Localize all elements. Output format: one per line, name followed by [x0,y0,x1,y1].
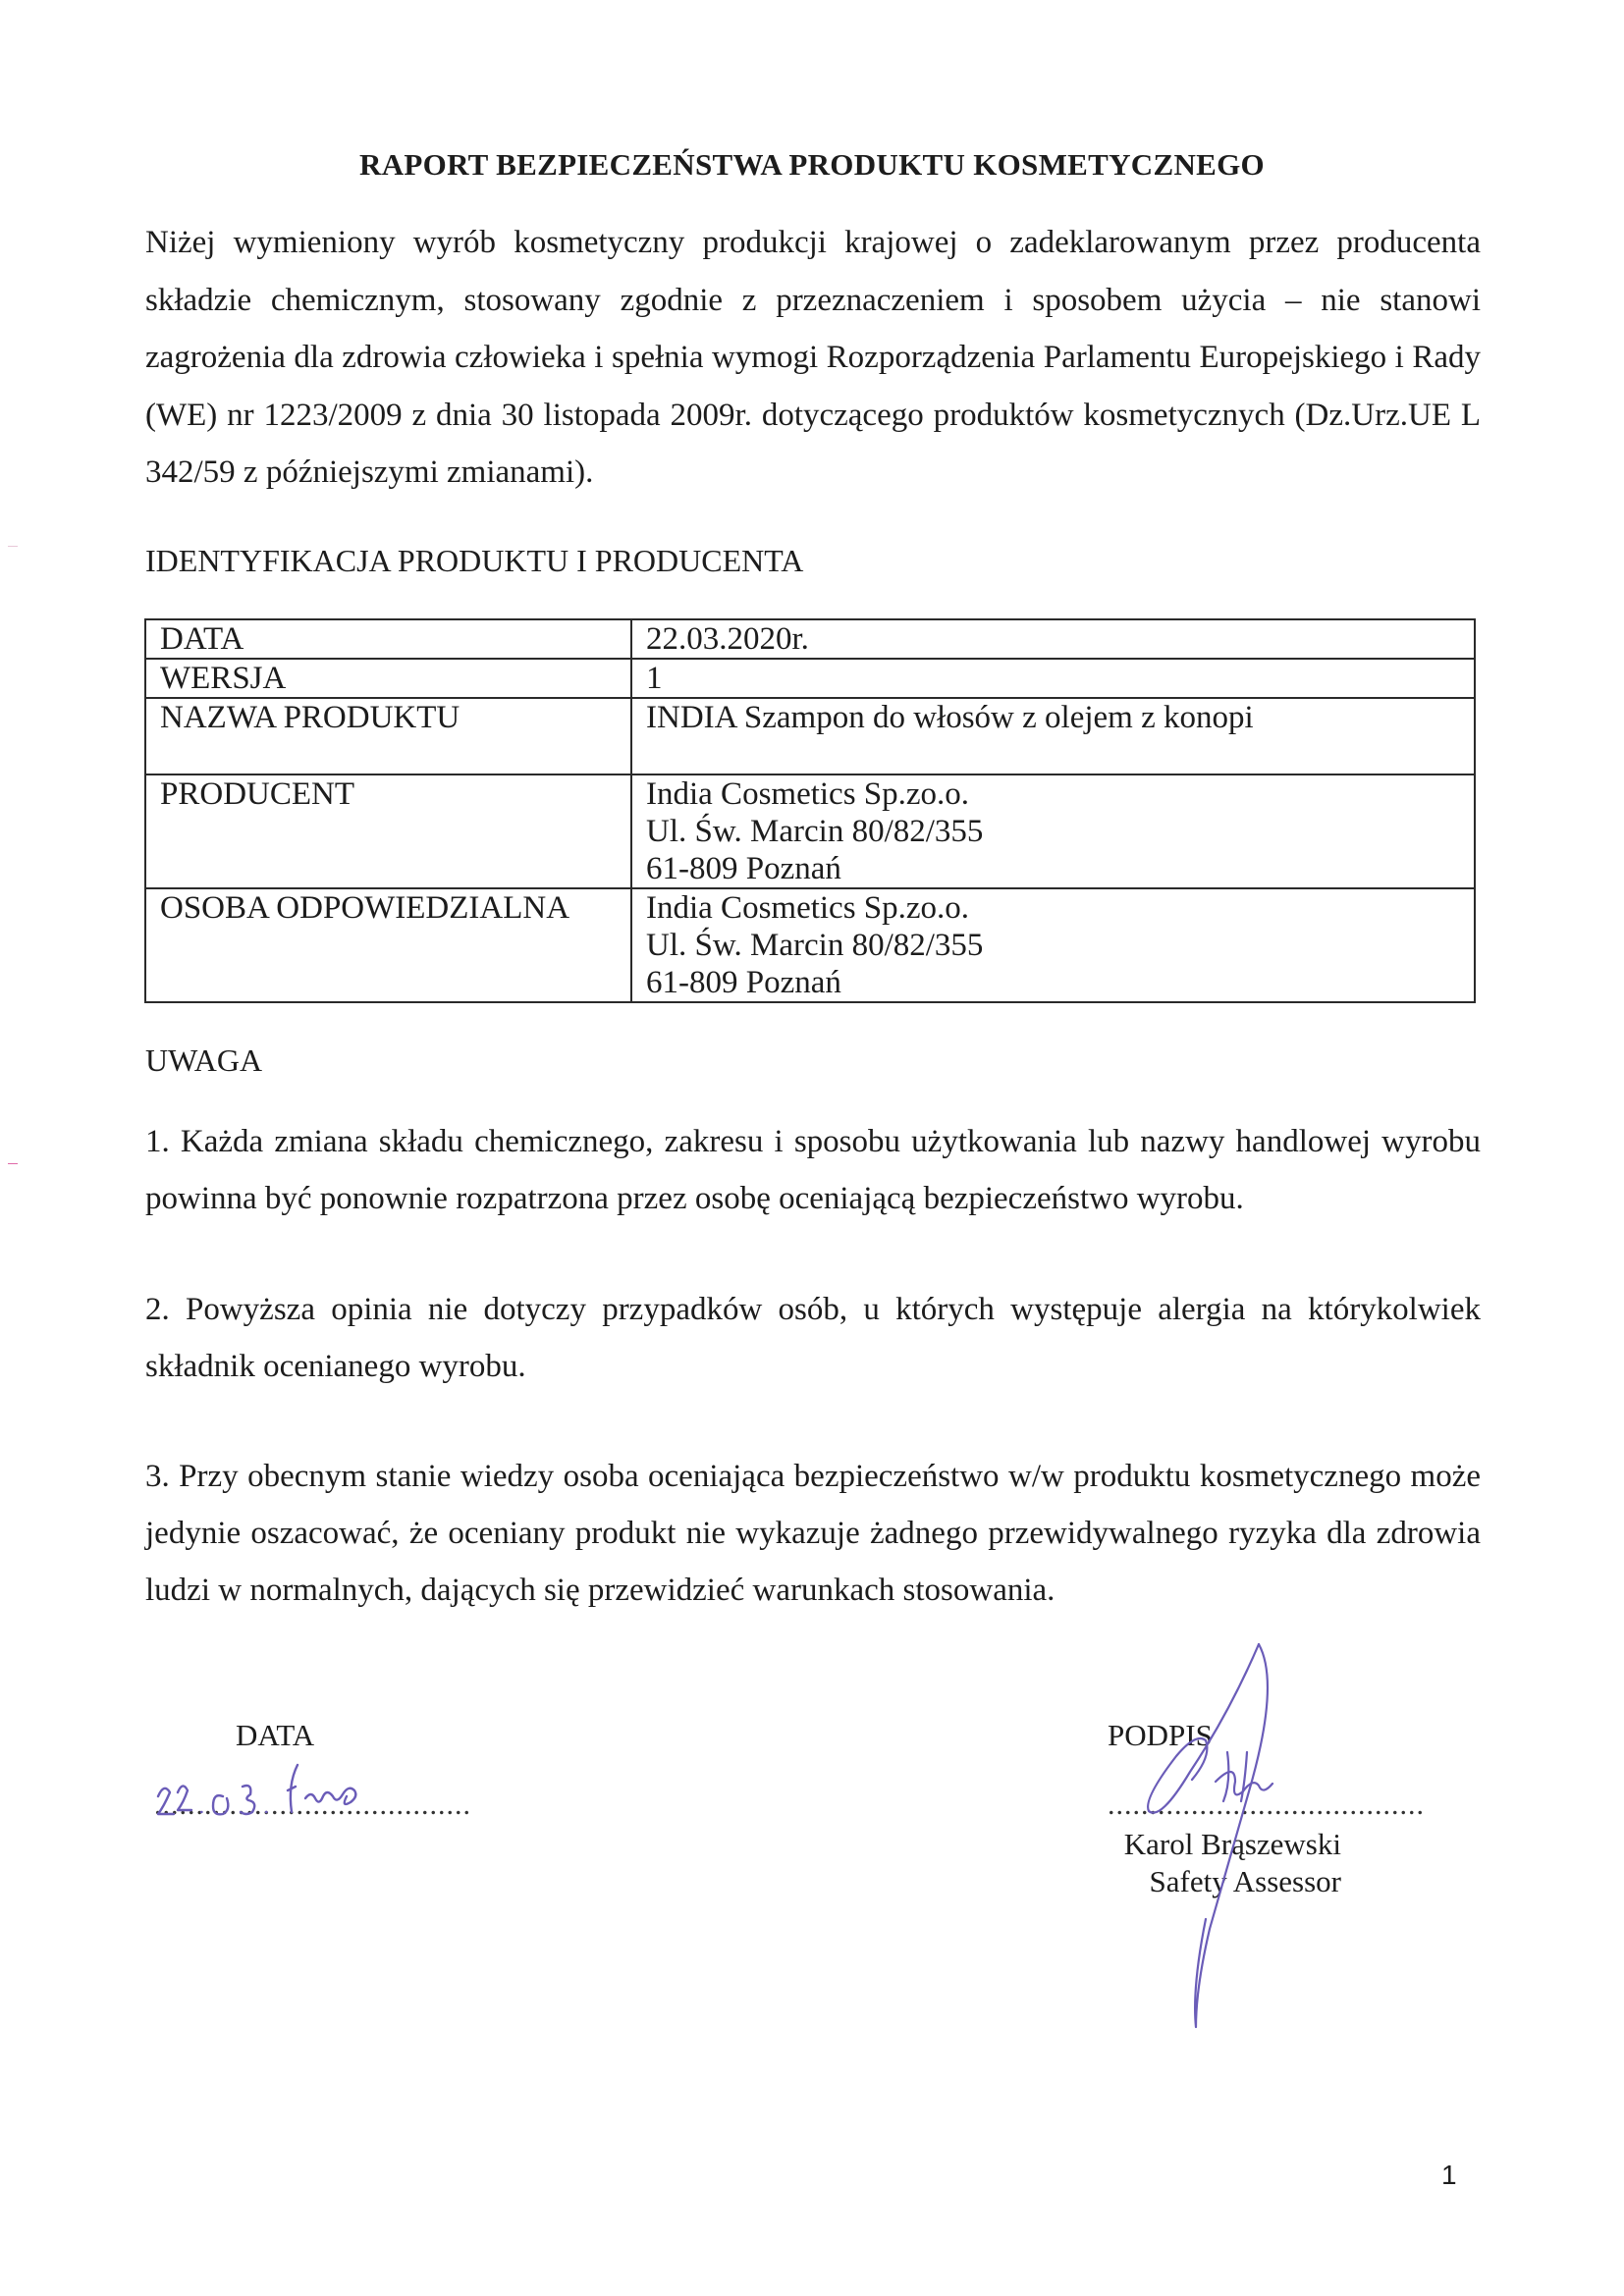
table-row [145,659,1475,698]
table-label-date: DATA [145,619,631,659]
scan-edge-mark [8,1163,18,1164]
table-value-product-name: INDIA Szampon do włosów z olejem z konopi [631,698,1475,774]
notes-heading: UWAGA [145,1042,263,1078]
table-label-producer: PRODUCENT [145,774,631,888]
table-value-version: 1 [631,659,1475,698]
signer-name: Karol Brąszewski [1123,1827,1341,1861]
table-label-responsible-person: OSOBA ODPOWIEDZIALNA [145,888,631,1002]
table-row [145,698,1475,774]
responsible-city: 61-809 Poznań [646,965,841,1000]
producer-street: Ul. Św. Marcin 80/82/355 [646,814,984,849]
handwritten-signature-icon [1100,1634,1316,2047]
document-title: RAPORT BEZPIECZEŃSTWA PRODUKTU KOSMETYCZNEGO [359,147,1265,182]
date-dotted-line: ...................................... [154,1789,471,1821]
identification-table [144,618,1476,1003]
identification-heading: IDENTYFIKACJA PRODUKTU I PRODUCENTA [145,543,804,578]
signature-dotted-line: ...................................... [1108,1789,1425,1821]
responsible-name: India Cosmetics Sp.zo.o. [646,890,970,926]
table-value-date: 22.03.2020r. [631,619,1475,659]
note-3: 3. Przy obecnym stanie wiedzy osoba oceniająca bezpieczeństwo w/w produktu kosmetycznego może jedynie oszacować, że oceniany produkt nie wykazuje żadnego przewidywalnego ryzyka dla zdrowia ludzi w normalnych, dających się przewidzieć warunkach stosowania. [145,1459,1481,1608]
intro-paragraph: Niżej wymieniony wyrób kosmetyczny produkcji krajowej o zadeklarowanym przez producenta składzie chemicznym, stosowany zgodnie z przeznaczeniem i sposobem użycia – nie stanowi zagrożenia dla zdrowia człowieka i spełnia wymogi Rozporządzenia Parlamentu Europejskiego i Rady (WE) nr 1223/2009 z dnia 30 listopada 2009r. dotyczącego produktów kosmetycznych (Dz.Urz.UE L 342/59 z późniejszymi zmianami). [145,225,1481,490]
table-row [145,774,1475,888]
table-value-producer [631,774,1475,888]
table-label-product-name: NAZWA PRODUKTU [145,698,631,774]
producer-name: India Cosmetics Sp.zo.o. [646,776,970,812]
date-label: DATA [236,1718,315,1752]
signature-label: PODPIS [1108,1718,1213,1752]
page-number: 1 [1441,2160,1457,2190]
table-label-version: WERSJA [145,659,631,698]
handwritten-date-icon [152,1757,427,1826]
table-row [145,619,1475,659]
producer-city: 61-809 Poznań [646,851,841,886]
table-value-responsible-person [631,888,1475,1002]
note-2: 2. Powyższa opinia nie dotyczy przypadków osób, u których występuje alergia na którykolwiek składnik ocenianego wyrobu. [145,1292,1481,1384]
table-row [145,888,1475,1002]
scan-edge-mark [8,546,18,547]
note-1: 1. Każda zmiana składu chemicznego, zakresu i sposobu użytkowania lub nazwy handlowej wyrobu powinna być ponownie rozpatrzona przez osobę oceniającą bezpieczeństwo wyrobu. [145,1124,1481,1216]
responsible-street: Ul. Św. Marcin 80/82/355 [646,928,984,963]
signer-role: Safety Assessor [1149,1864,1341,1898]
